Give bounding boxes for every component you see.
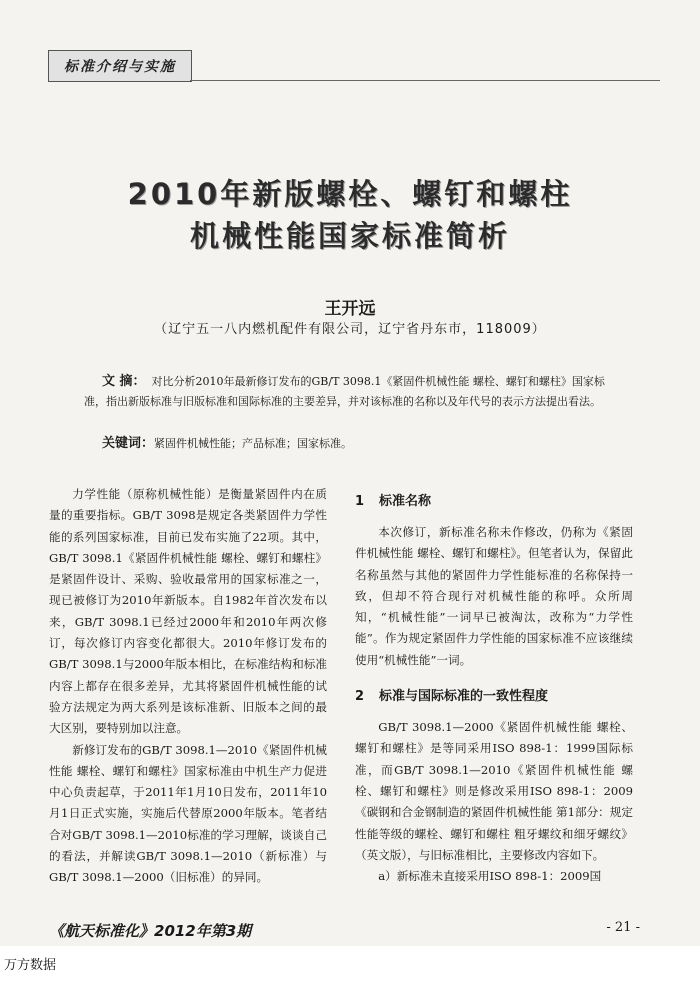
section-number: 1	[355, 494, 365, 509]
body-paragraph: 本次修订，新标准名称未作修改，仍称为《紧固件机械性能 螺栓、螺钉和螺柱》。但笔者认为，保留此名称虽然与其他的紧固件力学性能标准的名称保持一致，但却不符合现行对机械性能的称呼。众所周知，“机械性能”一词早已被淘汰，改称为“力学性能”。作为规定紧固件力学性能的国家标准不应该继续使用“机械性能”一词。	[355, 525, 633, 667]
abstract-text: 对比分析2010年最新修订发布的GB/T 3098.1《紧固件机械性能 螺栓、螺钉和螺柱》国家标准，指出新版标准与旧版标准和国际标准的主要差异，并对该标准的名称以及年代号的表示方法提出看法。	[84, 375, 605, 408]
header-rule	[190, 80, 660, 81]
article-title-line-2: 机械性能国家标准简析	[189, 219, 510, 253]
keywords-text: 紧固件机械性能；产品标准；国家标准。	[154, 437, 353, 450]
left-column	[49, 484, 327, 889]
body-paragraph: 力学性能（原称机械性能）是衡量紧固件内在质量的重要指标。GB/T 3098是规定各类紧固件力学性能的系列国家标准，目前已发布实施了22项。其中，GB/T 3098.1《紧固件机械性能 螺栓、螺钉和螺柱》是紧固件设计、采购、验收最常用的国家标准之一，现已被修订为2010年新版本。自1982年首次发布以来，GB/T 3098.1已经过2000年和2010年两次修订，每次修订内容变化都很大。2010年修订发布的GB/T 3098.1与2000年版本相比，在标准结构和标准内容上都存在很多差异，尤其将紧固件机械性能的试验方法规定为两大系列是该标准新、旧版本之间的最大区别，要特别加以注意。	[49, 487, 327, 736]
section-number: 2	[355, 689, 365, 705]
body-paragraph: GB/T 3098.1—2000《紧固件机械性能 螺栓、螺钉和螺柱》是等同采用ISO 898-1：1999国际标准，而GB/T 3098.1—2010《紧固件机械性能 螺栓、螺钉和螺柱》则是修改采用ISO 898-1：2009《碳钢和合金钢制造的紧固件机械性能 第1部分：规定性能等级的螺栓、螺钉和螺柱 粗牙螺纹和细牙螺纹》（英文版），与旧标准相比，主要修改内容如下。	[355, 720, 633, 862]
author-affiliation: （辽宁五一八内燃机配件有限公司，辽宁省丹东市，118009）	[154, 322, 546, 337]
keywords	[102, 434, 622, 454]
abstract-label: 文 摘：	[102, 374, 146, 389]
page-number: - 21 -	[606, 920, 640, 935]
body-paragraph: a）新标准未直接采用ISO 898-1：2009国	[378, 869, 602, 884]
abstract	[84, 372, 624, 412]
journal-footer: 《航天标准化》2012年第3期	[49, 922, 252, 940]
section-title: 标准与国际标准的一致性程度	[379, 689, 549, 705]
article-title-line-1: 2010年新版螺栓、螺钉和螺柱	[127, 177, 573, 211]
body-paragraph: 新修订发布的GB/T 3098.1—2010《紧固件机械性能 螺栓、螺钉和螺柱》国家标准由中机生产力促进中心负责起草，于2011年1月10日发布，2011年10月1日正式实施，实施后代替原2000年版本。笔者结合对GB/T 3098.1—2010标准的学习理解，谈谈自己的看法，并解读GB/T 3098.1—2010（新标准）与GB/T 3098.1—2000（旧标准）的异同。	[49, 742, 327, 885]
section-heading-2	[355, 687, 633, 707]
author-name: 王开远	[324, 299, 376, 319]
keywords-label: 关键词：	[102, 436, 155, 451]
database-watermark: 万方数据	[4, 958, 57, 973]
section-heading-1	[355, 492, 633, 512]
column-tag: 标准介绍与实施	[48, 50, 192, 82]
right-column	[355, 484, 633, 887]
section-title: 标准名称	[379, 494, 432, 509]
